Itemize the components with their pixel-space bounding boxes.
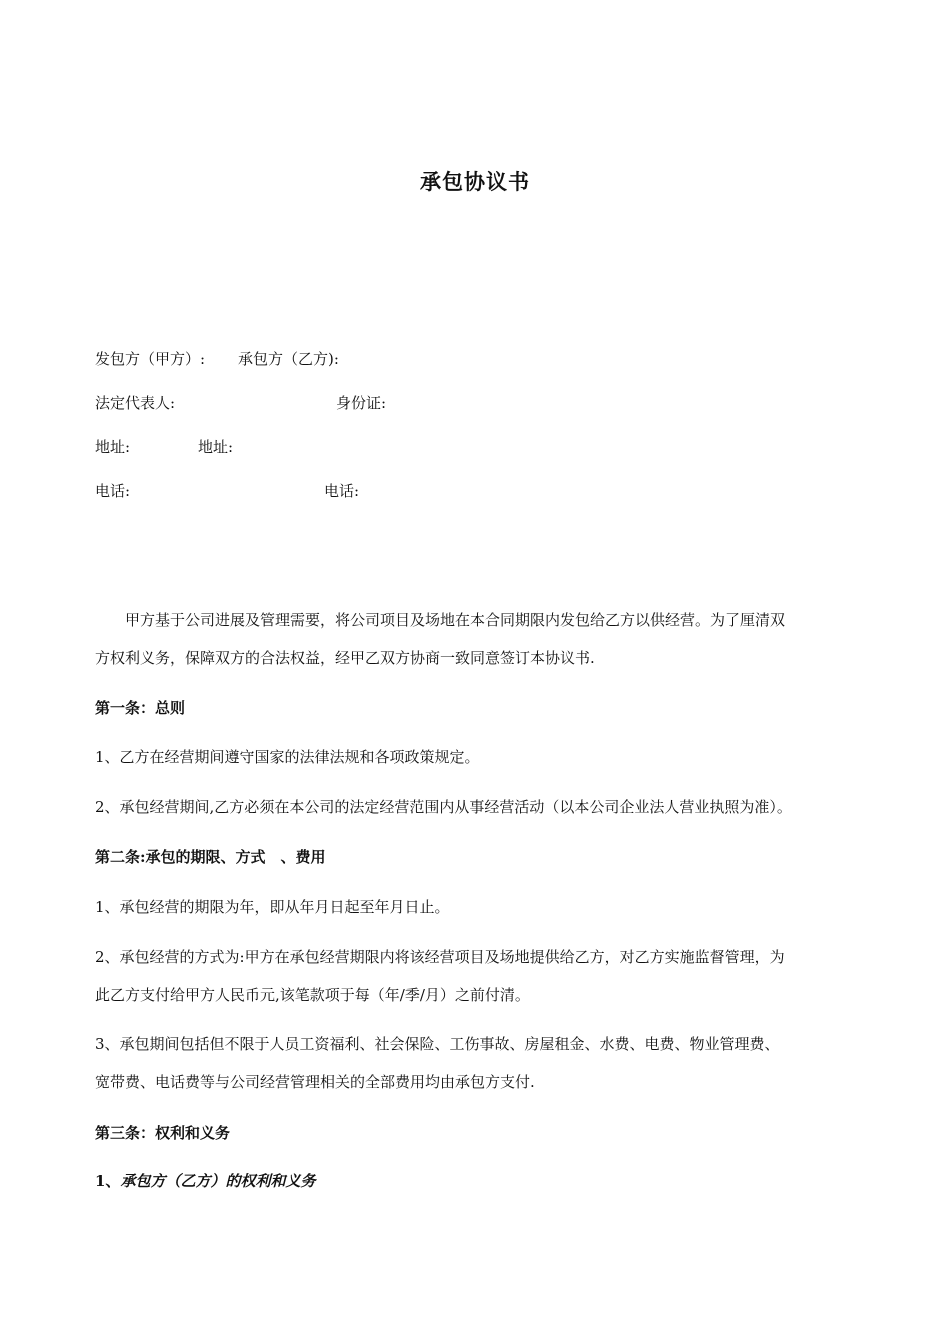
address-a-label: 地址: [95,438,131,456]
article-2-item-1: 1、承包经营的期限为年，即从年月日起至年月日止。 [95,898,450,916]
intro-line-1: 甲方基于公司进展及管理需要，将公司项目及场地在本合同期限内发包给乙方以供经营。为了厘清双 [125,611,786,629]
legal-rep-label: 法定代表人: [95,394,176,412]
article-2-heading: 第二条:承包的期限、方式 、费用 [95,848,326,866]
article-3-subheading-1 [95,1170,315,1191]
id-label: 身份证: [336,394,387,412]
phone-a-label: 电话: [95,482,131,500]
party-b-label: 承包方（乙方): [238,350,339,368]
address-b-label: 地址: [198,438,234,456]
phone-b-label: 电话: [324,482,360,500]
article-1-item-2: 2、承包经营期间,乙方必须在本公司的法定经营范围内从事经营活动（以本公司企业法人营业执照为准）。 [95,798,792,816]
article-2-item-3-line-2: 宽带费、电话费等与公司经营管理相关的全部费用均由承包方支付. [95,1073,535,1091]
article-2-item-3-line-1: 3、承包期间包括但不限于人员工资福利、社会保险、工伤事故、房屋租金、水费、电费、物业管理费、 [95,1035,780,1053]
document-title: 承包协议书 [420,169,530,194]
intro-line-2: 方权利义务，保障双方的合法权益，经甲乙双方协商一致同意签订本协议书. [95,649,595,667]
party-a-label: 发包方（甲方）: [95,350,206,368]
article-1-item-1: 1、乙方在经营期间遵守国家的法律法规和各项政策规定。 [95,748,480,766]
article-3-subheading-1-prefix: 1、 [95,1172,121,1190]
article-3-heading: 第三条：权利和义务 [95,1124,231,1142]
article-3-subheading-1-text: 承包方（乙方）的权利和义务 [120,1172,316,1190]
article-1-heading: 第一条：总则 [95,699,186,717]
article-2-item-2-line-2: 此乙方支付给甲方人民币元,该笔款项于每（年/季/月）之前付清。 [95,986,530,1004]
article-2-item-2-line-1: 2、承包经营的方式为:甲方在承包经营期限内将该经营项目及场地提供给乙方，对乙方实施监督管理，为 [95,948,785,966]
